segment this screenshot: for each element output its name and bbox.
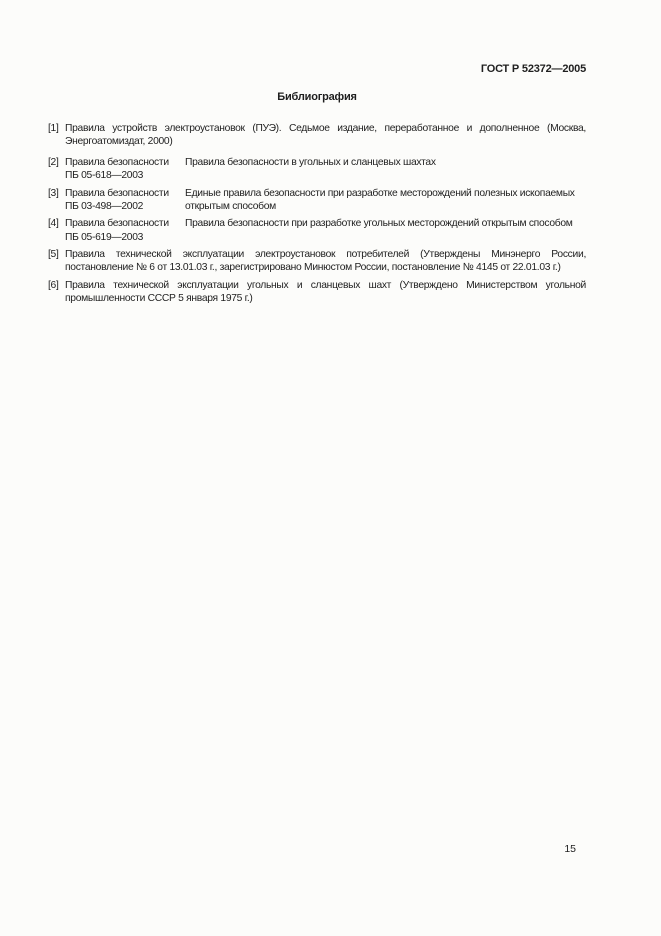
entry-source-column xyxy=(48,217,185,244)
entry-code: ПБ 05-618—2003 xyxy=(65,170,144,182)
entry-ref: [6] xyxy=(48,279,59,291)
entry-text: Правила технической эксплуатации электроустановок потребителей (Утверждены Минэнерго России, постановление № 6 от 13.01.03 г., зарегистрировано Минюстом России, постановление № 4145 от 22.01.03 г.) xyxy=(65,248,586,274)
page-number: 15 xyxy=(564,843,576,855)
bibliography-entry-4 xyxy=(48,217,586,244)
entry-source-column xyxy=(48,187,185,214)
entry-ref: [1] xyxy=(48,122,59,134)
bibliography-entry-5 xyxy=(48,248,586,275)
entry-desc: Единые правила безопасности при разработке месторождений полезных ископаемых открытым способом xyxy=(185,187,575,213)
bibliography-list xyxy=(48,122,586,306)
doc-number: ГОСТ Р 52372—2005 xyxy=(480,63,586,75)
entry-ref: [5] xyxy=(48,248,59,260)
bibliography-entry-3 xyxy=(48,187,586,214)
entry-code: ПБ 05-619—2003 xyxy=(65,231,144,243)
entry-source-column xyxy=(48,156,185,183)
entry-ref: [2] xyxy=(48,157,59,169)
entry-text: Правила технической эксплуатации угольных и сланцевых шахт (Утверждено Министерством угольной промышленности СССР 5 января 1975 г.) xyxy=(65,279,586,304)
entry-label: Правила безопасности xyxy=(65,157,169,169)
entry-desc: Правила безопасности при разработке угольных месторождений открытым способом xyxy=(185,218,573,230)
entry-ref: [3] xyxy=(48,187,59,199)
entry-ref: [4] xyxy=(48,218,59,230)
entry-code: ПБ 03-498—2002 xyxy=(65,201,144,213)
entry-label: Правила безопасности xyxy=(65,218,169,230)
entry-text: Правила устройств электроустановок (ПУЭ). Седьмое издание, переработанное и дополненное (Москва, Энергоатомиздат, 2000) xyxy=(65,122,586,147)
section-title: Библиография xyxy=(277,91,357,104)
bibliography-entry-2 xyxy=(48,156,586,183)
bibliography-entry-6 xyxy=(48,279,586,306)
entry-label: Правила безопасности xyxy=(65,187,169,199)
entry-desc: Правила безопасности в угольных и сланцевых шахтах xyxy=(185,157,436,169)
bibliography-entry-1 xyxy=(48,122,586,149)
